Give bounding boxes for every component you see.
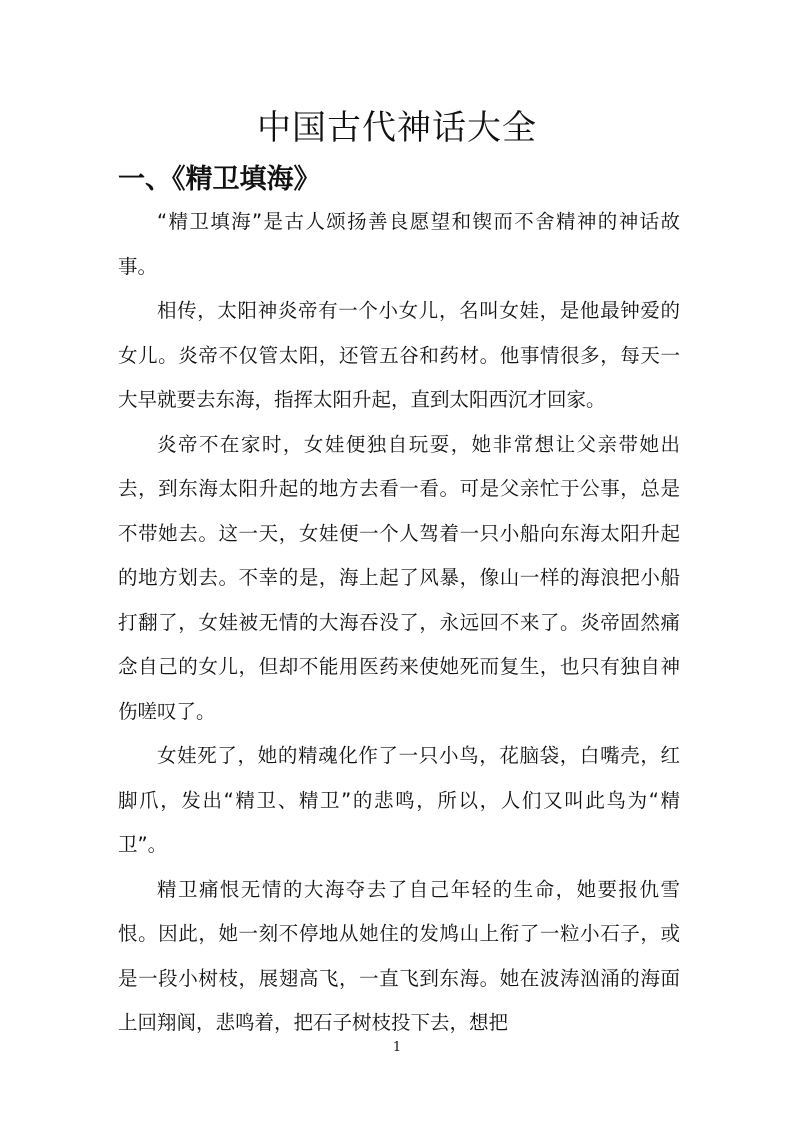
paragraph-jingwei-revenge: 精卫痛恨无情的大海夺去了自己年轻的生命，她要报仇雪恨。因此，她一刻不停地从她住的发鸠山上衔了一粒小石子，或是一段小树枝，展翅高飞，一直飞到东海。她在波涛汹涌的海面上回翔阆，悲鸣着，把石子树枝投下去，想把 (118, 877, 680, 1034)
paragraph-yandi-daughter: 相传，太阳神炎帝有一个小女儿，名叫女娃，是他最钟爱的女儿。炎帝不仅管太阳，还管五谷和药材。他事情很多，每天一大早就要去东海，指挥太阳升起，直到太阳西沉才回家。 (118, 299, 680, 411)
paragraph-nuwa-drowns: 炎帝不在家时，女娃便独自玩耍，她非常想让父亲带她出去，到东海太阳升起的地方去看一看。可是父亲忙于公事，总是不带她去。这一天，女娃便一个人驾着一只小船向东海太阳升起的地方划去。不幸的是，海上起了风暴，像山一样的海浪把小船打翻了，女娃被无情的大海吞没了，永远回不来了。炎帝固然痛念自己的女儿，但却不能用医药来使她死而复生，也只有独自神伤嗟叹了。 (118, 432, 680, 723)
paragraph-intro: “精卫填海”是古人颂扬善良愿望和锲而不舍精神的神话故事。 (118, 210, 680, 278)
section-heading: 一、《精卫填海》 (118, 164, 321, 195)
document-body (118, 200, 680, 1046)
page-number: 1 (392, 1040, 402, 1055)
paragraph-jingwei-bird: 女娃死了，她的精魂化作了一只小鸟，花脑袋，白嘴壳，红脚爪，发出“精卫、精卫”的悲鸣，所以，人们又叫此鸟为“精卫”。 (118, 744, 680, 856)
document-title: 中国古代神话大全 (257, 108, 537, 148)
